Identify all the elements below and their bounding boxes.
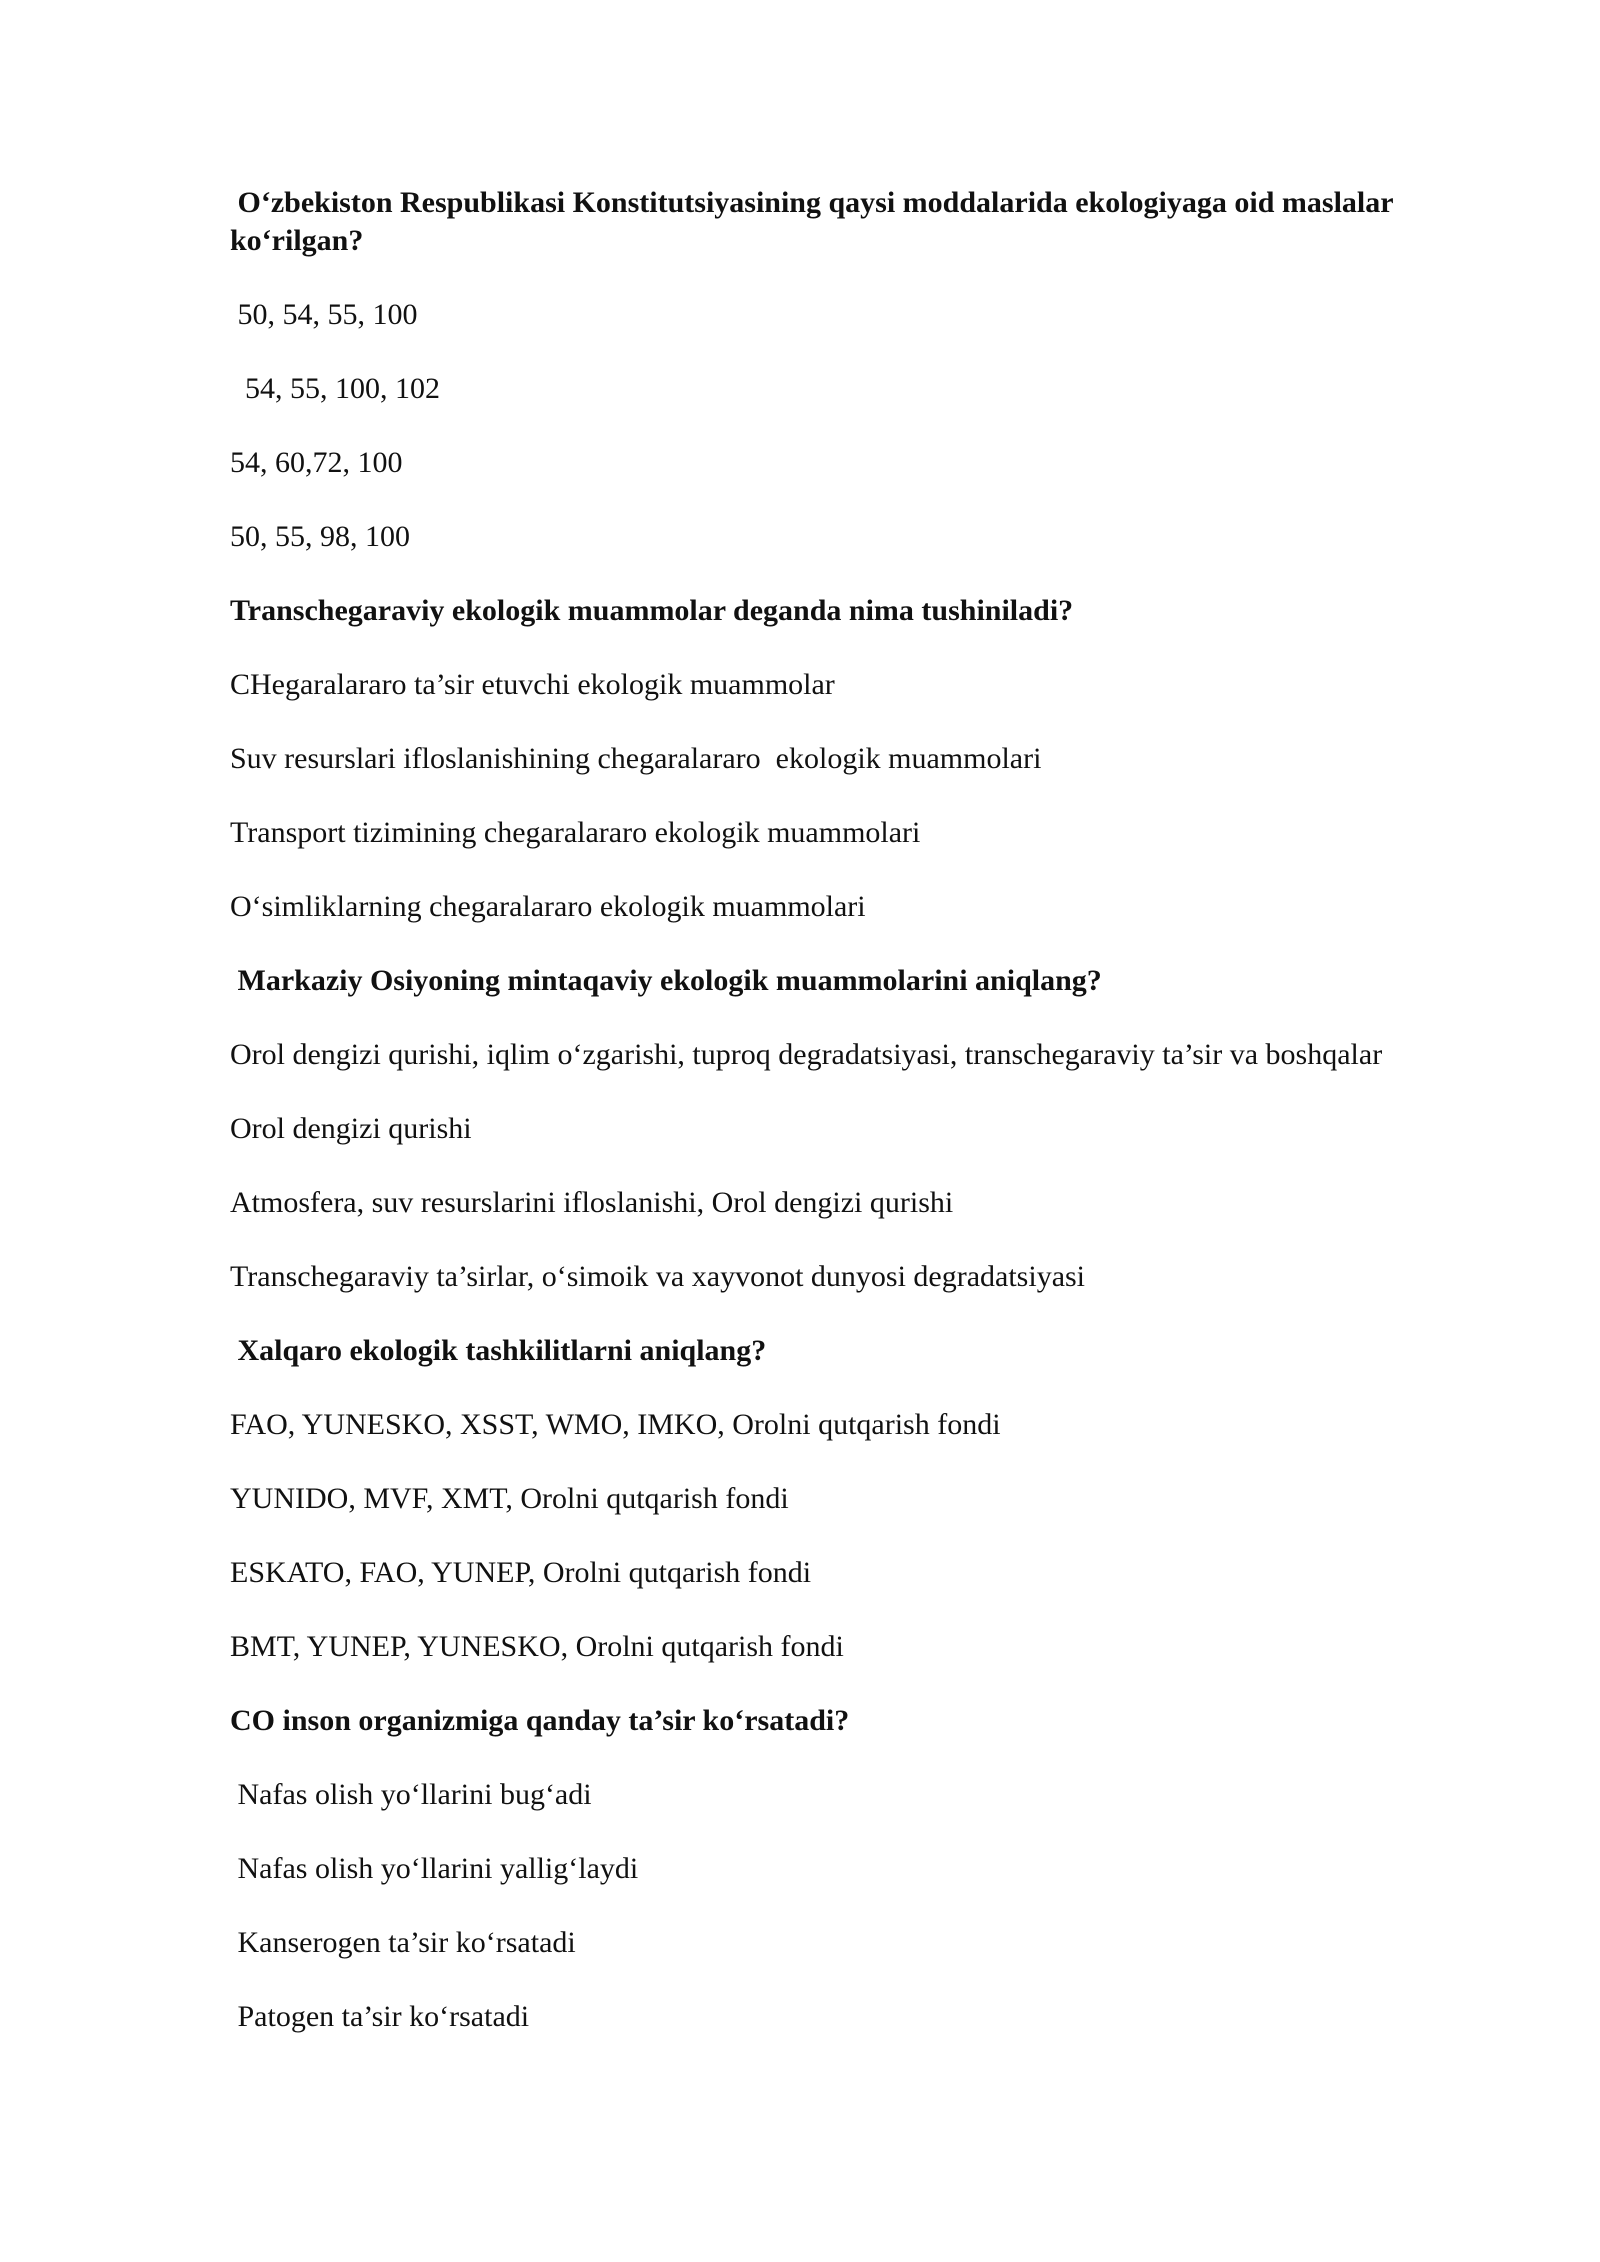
answer-option: Nafas olish yo‘llarini yallig‘laydi xyxy=(230,1852,639,1885)
question-block-4 xyxy=(230,1332,1500,1666)
answer-option: Orol dengizi qurishi, iqlim o‘zgarishi, tuproq degradatsiyasi, transchegaraviy ta’sir va boshqalar xyxy=(230,1038,1383,1071)
answer-option: YUNIDO, MVF, XMT, Orolni qutqarish fondi xyxy=(230,1482,789,1515)
answer-option: 50, 54, 55, 100 xyxy=(230,298,418,331)
answer-option: BMT, YUNEP, YUNESKO, Orolni qutqarish fondi xyxy=(230,1630,844,1663)
answer-option: 54, 55, 100, 102 xyxy=(230,372,440,405)
answer-option: Transport tizimining chegaralararo ekologik muammolari xyxy=(230,816,921,849)
answer-option: CHegaralararo ta’sir etuvchi ekologik muammolar xyxy=(230,668,835,701)
answer-option: FAO, YUNESKO, XSST, WMO, IMKO, Orolni qutqarish fondi xyxy=(230,1408,1001,1441)
question-5: CO inson organizmiga qanday ta’sir ko‘rsatadi? xyxy=(230,1704,850,1737)
question-block-1 xyxy=(230,184,1500,556)
document-content xyxy=(230,184,1500,2036)
answer-option: Suv resurslari ifloslanishining chegaralararo ekologik muammolari xyxy=(230,742,1042,775)
answer-option: 50, 55, 98, 100 xyxy=(230,520,410,553)
question-3: Markaziy Osiyoning mintaqaviy ekologik muammolarini aniqlang? xyxy=(230,964,1102,997)
answer-option: Kanserogen ta’sir ko‘rsatadi xyxy=(230,1926,576,1959)
answer-option: Transchegaraviy ta’sirlar, o‘simoik va xayvonot dunyosi degradatsiyasi xyxy=(230,1260,1086,1293)
answer-option: Atmosfera, suv resurslarini ifloslanishi, Orol dengizi qurishi xyxy=(230,1186,954,1219)
question-block-5 xyxy=(230,1702,1500,2036)
question-2: Transchegaraviy ekologik muammolar deganda nima tushiniladi? xyxy=(230,594,1074,627)
answer-option: O‘simliklarning chegaralararo ekologik muammolari xyxy=(230,890,866,923)
question-1: O‘zbekiston Respublikasi Konstitutsiyasining qaysi moddalarida ekologiyaga oid maslalar ko‘rilgan? xyxy=(230,186,1401,257)
question-block-3 xyxy=(230,962,1500,1296)
question-block-2 xyxy=(230,592,1500,926)
answer-option: 54, 60,72, 100 xyxy=(230,446,403,479)
question-4: Xalqaro ekologik tashkilitlarni aniqlang? xyxy=(230,1334,767,1367)
answer-option: Patogen ta’sir ko‘rsatadi xyxy=(230,2000,530,2033)
answer-option: Nafas olish yo‘llarini bug‘adi xyxy=(230,1778,592,1811)
answer-option: ESKATO, FAO, YUNEP, Orolni qutqarish fondi xyxy=(230,1556,812,1589)
answer-option: Orol dengizi qurishi xyxy=(230,1112,472,1145)
